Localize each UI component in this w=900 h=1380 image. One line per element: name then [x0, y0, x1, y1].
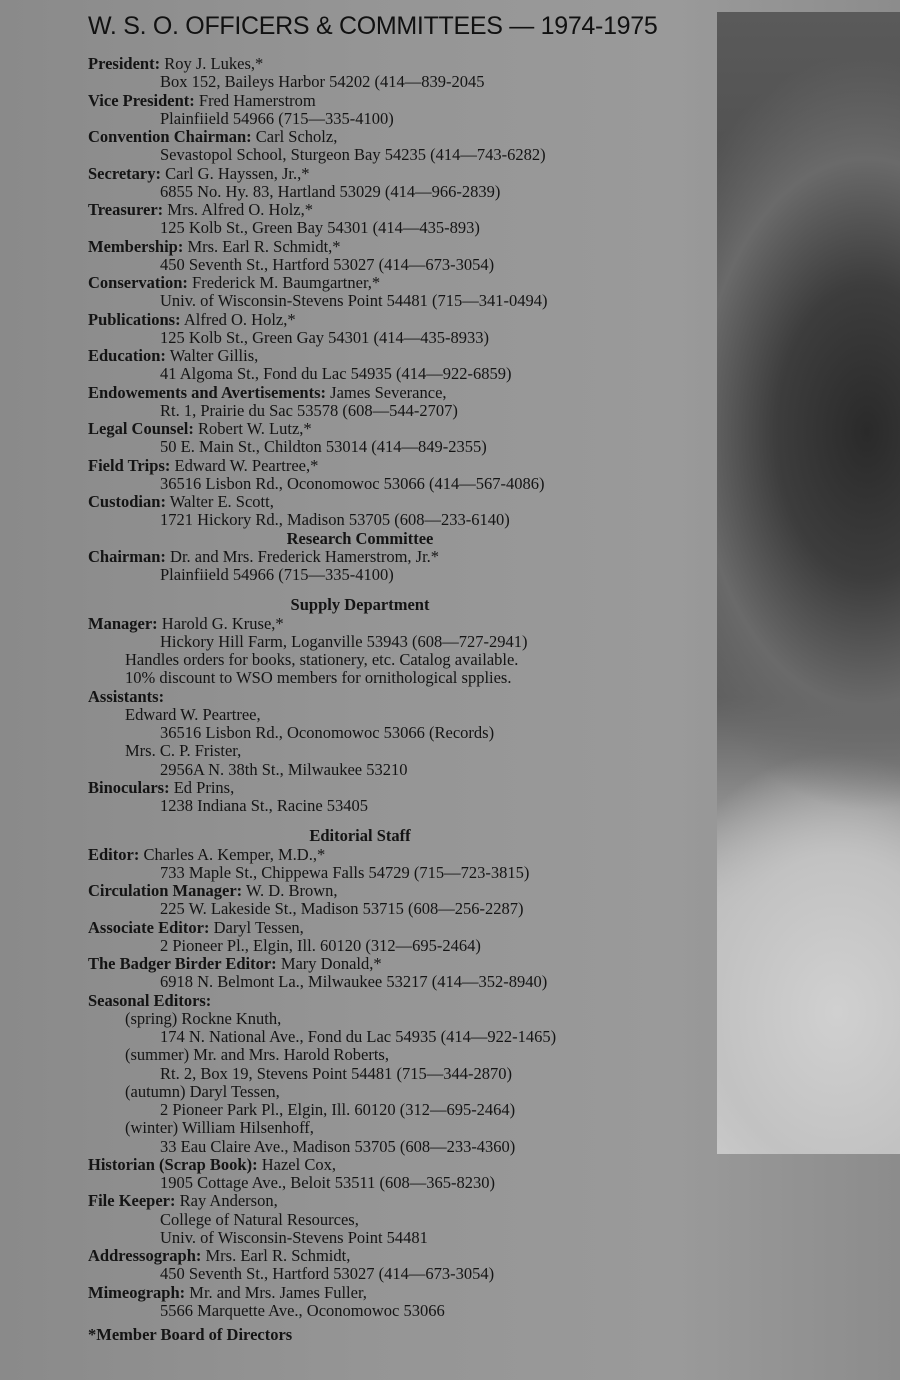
seasonal-editor-name: (autumn) Daryl Tessen,: [125, 1081, 280, 1101]
person-name: Walter E. Scott,: [169, 492, 274, 511]
address-line: Univ. of Wisconsin-Stevens Point 54481 (715—341-0494): [160, 291, 548, 311]
footnote: *Member Board of Directors: [88, 1325, 293, 1344]
role-entry: [0, 1192, 720, 1210]
address-line: 36516 Lisbon Rd., Oconomowoc 53066 (414—567-4086): [160, 473, 545, 493]
role-entry: [0, 882, 720, 900]
seasonal-editor-address: 174 N. National Ave., Fond du Lac 54935 (414—922-1465): [160, 1027, 557, 1046]
person-name: Walter Gillis,: [169, 346, 259, 365]
role-entry: [0, 846, 720, 864]
role-label: Binoculars:: [88, 777, 170, 797]
address-line: 733 Maple St., Chippewa Falls 54729 (715—723-3815): [160, 862, 530, 882]
person-name: Mrs. Alfred O. Holz,*: [167, 200, 314, 219]
role-label: Endowements and Avertisements:: [88, 382, 327, 402]
assistant-name: Mrs. C. P. Frister,: [125, 741, 242, 761]
seasonal-editor-name: (summer) Mr. and Mrs. Harold Roberts,: [125, 1045, 389, 1065]
person-name: Fred Hamerstrom: [198, 90, 316, 110]
address-line: 6855 No. Hy. 83, Hartland 53029 (414—966-2839): [160, 181, 501, 201]
seasonal-editor-address: 2 Pioneer Park Pl., Elgin, Ill. 60120 (312—695-2464): [160, 1100, 516, 1119]
role-label: Chairman:: [88, 546, 166, 566]
assistant-address: 36516 Lisbon Rd., Oconomowoc 53066 (Records): [160, 723, 495, 742]
editorial-staff-list: [0, 846, 720, 992]
address-line: Box 152, Baileys Harbor 54202 (414—839-2045: [160, 72, 485, 92]
person-name: Mrs. Earl R. Schmidt,*: [187, 236, 341, 256]
research-chairman: [0, 548, 720, 566]
person-name: Mary Donald,*: [280, 954, 382, 973]
role-label: Addressograph:: [88, 1246, 202, 1265]
person-name: Alfred O. Holz,*: [183, 309, 296, 329]
seasonal-list: [0, 1010, 720, 1156]
role-entry: [0, 1156, 720, 1174]
supply-note: Handles orders for books, stationery, etc. Catalog available.: [125, 650, 519, 669]
person-name: Charles A. Kemper, M.D.,*: [143, 844, 326, 864]
supply-heading: Supply Department: [290, 595, 430, 615]
person-name: Frederick M. Baumgartner,*: [192, 273, 381, 292]
role-entry: [0, 1284, 720, 1302]
role-entry: [0, 384, 720, 402]
person-name: Roy J. Lukes,*: [164, 54, 264, 73]
role-entry: [0, 1247, 720, 1265]
address-line: 1905 Cottage Ave., Beloit 53511 (608—365-8230): [160, 1173, 496, 1192]
role-entry: [0, 128, 720, 146]
role-entry: [0, 274, 720, 292]
role-entry: [0, 493, 720, 511]
person-name: Edward W. Peartree,*: [174, 455, 319, 475]
address-line: 50 E. Main St., Childton 53014 (414—849-2355): [160, 437, 487, 457]
assistants-label: Assistants:: [88, 686, 165, 706]
role-label: Circulation Manager:: [88, 881, 243, 900]
person-name: Mr. and Mrs. James Fuller,: [189, 1282, 367, 1302]
directory: [0, 55, 720, 1344]
photo-margin: [717, 12, 900, 1154]
role-entry: [0, 238, 720, 256]
role-entry: [0, 165, 720, 183]
role-entry: [0, 347, 720, 365]
binoculars-entry: [0, 779, 720, 797]
role-label: President:: [88, 54, 161, 73]
person-name: Ray Anderson,: [179, 1191, 278, 1211]
role-label: Convention Chairman:: [88, 127, 252, 146]
assistant-name: Edward W. Peartree,: [125, 704, 261, 724]
role-label: Conservation:: [88, 273, 188, 292]
address-line: Rt. 1, Prairie du Sac 53578 (608—544-2707): [160, 400, 458, 420]
address-line: Plainfiield 54966 (715—335-4100): [160, 108, 394, 128]
address-line: 225 W. Lakeside St., Madison 53715 (608—256-2287): [160, 899, 524, 919]
editorial-heading: Editorial Staff: [309, 826, 411, 846]
seasonal-editor-address: Rt. 2, Box 19, Stevens Point 54481 (715—344-2870): [160, 1063, 513, 1083]
person-name: W. D. Brown,: [245, 881, 338, 900]
person-name: James Severance,: [330, 382, 447, 402]
role-label: Associate Editor:: [88, 917, 210, 937]
seasonal-editor-address: 33 Eau Claire Ave., Madison 53705 (608—233-4360): [160, 1136, 516, 1156]
person-name: Harold G. Kruse,*: [161, 613, 284, 633]
seasonal-label: Seasonal Editors:: [88, 990, 212, 1010]
seasonal-editor-name: (winter) William Hilsenhoff,: [125, 1118, 314, 1138]
person-name: Carl Scholz,: [255, 127, 338, 146]
role-label: Field Trips:: [88, 455, 171, 475]
address-line: 1721 Hickory Rd., Madison 53705 (608—233-6140): [160, 510, 510, 530]
address-line: 5566 Marquette Ave., Oconomowoc 53066: [160, 1300, 445, 1320]
binoculars-address: 1238 Indiana St., Racine 53405: [160, 796, 369, 815]
role-entry: [0, 311, 720, 329]
role-entry: [0, 92, 720, 110]
person-name: Carl G. Hayssen, Jr.,*: [165, 163, 310, 183]
address-line: 2 Pioneer Pl., Elgin, Ill. 60120 (312—695-2464): [160, 935, 481, 955]
address-line: 6918 N. Belmont La., Milwaukee 53217 (414—352-8940): [160, 972, 548, 992]
role-entry: [0, 457, 720, 475]
role-label: Treasurer:: [88, 200, 164, 219]
role-label: Secretary:: [88, 163, 161, 183]
other-staff-list: [0, 1156, 720, 1320]
address-line: 450 Seventh St., Hartford 53027 (414—673-3054): [160, 254, 495, 274]
role-label: Publications:: [88, 309, 181, 329]
supply-note: 10% discount to WSO members for ornithological spplies.: [125, 668, 512, 688]
person-name: Mrs. Earl R. Schmidt,: [205, 1246, 351, 1265]
address-line: 125 Kolb St., Green Gay 54301 (414—435-8933): [160, 327, 490, 347]
role-entry: [0, 201, 720, 219]
supply-manager: [0, 615, 720, 633]
role-entry: [0, 955, 720, 973]
role-entry: [0, 919, 720, 937]
address-line: 450 Seventh St., Hartford 53027 (414—673-3054): [160, 1264, 495, 1284]
role-label: Custodian:: [88, 492, 166, 511]
research-address: Plainfiield 54966 (715—335-4100): [160, 565, 394, 584]
role-label: Legal Counsel:: [88, 419, 194, 438]
address-line: College of Natural Resources,: [160, 1209, 359, 1229]
role-label: File Keeper:: [88, 1191, 176, 1211]
supply-manager-address: Hickory Hill Farm, Loganville 53943 (608—727-2941): [160, 631, 528, 651]
assistant-address: 2956A N. 38th St., Milwaukee 53210: [160, 759, 408, 779]
role-label: The Badger Birder Editor:: [88, 954, 277, 973]
person-name: Ed Prins,: [173, 777, 235, 797]
page-title: W. S. O. OFFICERS & COMMITTEES — 1974-1975: [88, 12, 658, 40]
address-line: 41 Algoma St., Fond du Lac 54935 (414—922-6859): [160, 364, 512, 384]
person-name: Hazel Cox,: [261, 1154, 336, 1174]
role-label: Manager:: [88, 613, 158, 633]
seasonal-editor-name: (spring) Rockne Knuth,: [125, 1008, 282, 1028]
role-label: Mimeograph:: [88, 1282, 186, 1302]
person-name: Daryl Tessen,: [213, 917, 304, 937]
role-label: Editor:: [88, 844, 140, 864]
person-name: Dr. and Mrs. Frederick Hamerstrom, Jr.*: [170, 546, 440, 566]
role-label: Historian (Scrap Book):: [88, 1154, 258, 1174]
role-entry: [0, 55, 720, 73]
person-name: Robert W. Lutz,*: [198, 419, 312, 438]
officers-list: [0, 55, 720, 530]
role-entry: [0, 420, 720, 438]
role-label: Vice President:: [88, 90, 195, 110]
address-line: 125 Kolb St., Green Bay 54301 (414—435-893): [160, 218, 480, 238]
address-line: Univ. of Wisconsin-Stevens Point 54481: [160, 1227, 428, 1247]
role-label: Education:: [88, 346, 166, 365]
research-heading: Research Committee: [286, 528, 434, 548]
role-label: Membership:: [88, 236, 184, 256]
address-line: Sevastopol School, Sturgeon Bay 54235 (414—743-6282): [160, 145, 546, 165]
